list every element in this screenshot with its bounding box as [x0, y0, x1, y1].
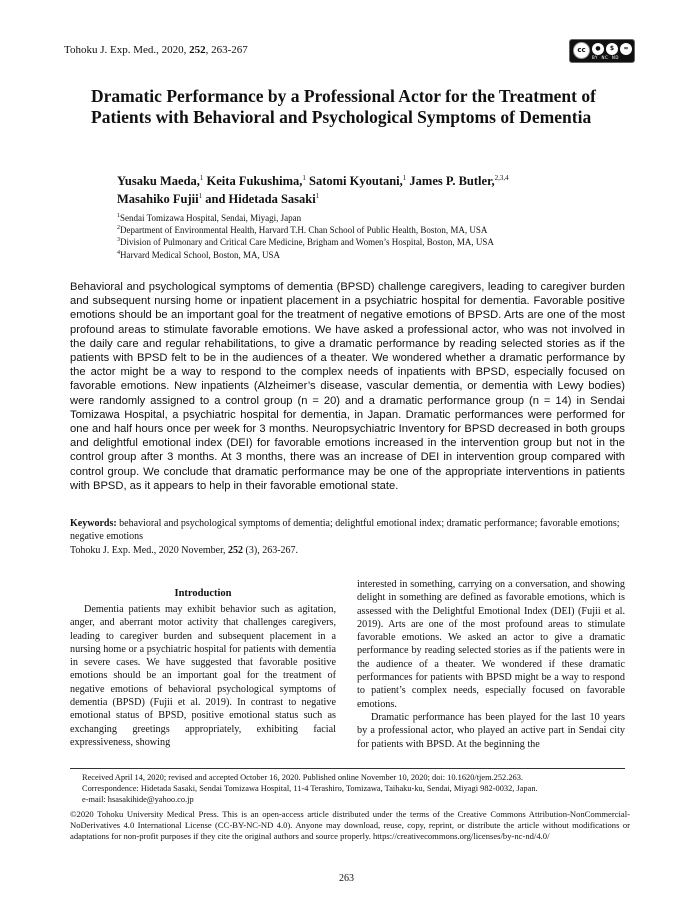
affiliation-item: $^3$Division of Pulmonary and Critical Care Medicine, Brigham and Women’s Hospital, Boston, MA, USA — [117, 237, 494, 248]
noderivatives-icon: = — [620, 43, 632, 55]
author-list: Yusaku Maeda,$^1$ Keita Fukushima,$^1$ Satomi Kyoutani,$^1$ James P. Butler,$^{2,3,4}$ Masahiko Fujii$^1$ and Hidetada Sasaki$^1$ — [117, 173, 509, 206]
keywords — [70, 517, 630, 543]
author-name: and Hidetada Sasaki — [205, 192, 316, 206]
abstract: Behavioral and psychological symptoms of dementia (BPSD) challenge caregivers, leading to caregiver burden and subsequent nursing home or inpatient placement in a psychiatric hospital for dementia. Favorable positive emotions should be an important goal for the treatment of negative emotions of BPSD. Arts are one of the most profound areas to stimulate favorable emotions. We have asked a professional actor, who was not involved in the daily care and regular rehabilitations, to give a dramatic performance by reading selected stories as if the patients with BPSD felt to be in the audiences of a theater. We wondered whether a dramatic performance by the actor might be a way to respond to the complex needs of inpatients with BPSD, especially focused on favorable emotions. New inpatients (Alzheimer’s disease, vascular dementia, or dementia with Lewy bodies) were randomly assigned to a control group (n = 20) and a dramatic performance group (n = 14) in Sendai Tomizawa Hospital, a psychiatric hospital for dementia, in Japan. Dramatic performances were performed for one and half hours once per week for 3 months. Neuropsychiatric Inventory for BPSD decreased in both groups and delightful emotional index (DEI) for favorable emotions increased in the intervention group but not in the control group after 3 months. At 3 months, there was an increase of DEI in intervention group compared with control group. We conclude that dramatic performance may be one of the appropriate interventions in patients with BPSD, as it appears to help in their favorable emotional state. — [70, 281, 625, 492]
cc-badge-labels: BY NC ND — [592, 55, 619, 60]
author-name: Masahiko Fujii — [117, 192, 199, 206]
affiliation-item: $^1$Sendai Tomizawa Hospital, Sendai, Miyagi, Japan — [117, 213, 302, 223]
author-name: Yusaku Maeda, — [117, 174, 200, 188]
cc-logo-icon: cc — [573, 42, 590, 59]
keywords-text: behavioral and psychological symptoms of dementia; delightful emotional index; dramatic performance; favorable emotions; negative emotions — [70, 518, 620, 542]
body-paragraph: interested in something, carrying on a conversation, and showing delight in something are defined as favorable emotions, which is assessed with the Delightful Emotional Index (DEI) (Fujii et al. 2019). Arts are one of the most profound areas to stimulate favorable emotions. We asked an actor to give a dramatic performance by reading selected stories as if the patients were in the audience of a theater. We wondered if these dramatic performances for patients with BPSD might be a way to respond to patient’s complex needs, especially focused on favorable emotions. — [357, 579, 625, 710]
journal-volume: 252 — [189, 44, 206, 56]
affiliation-item: $^2$Department of Environmental Health, Harvard T.H. Chan School of Public Health, Boston, MA, USA — [117, 225, 488, 236]
author-name: Keita Fukushima, — [206, 174, 303, 188]
author-name: Satomi Kyoutani, — [309, 174, 403, 188]
right-column — [357, 578, 625, 751]
footnotes — [82, 772, 627, 805]
noncommercial-icon: $ — [606, 43, 618, 55]
section-heading-introduction: Introduction — [174, 588, 232, 599]
keywords-label: Keywords: — [70, 518, 117, 529]
article-title: Dramatic Performance by a Professional Actor for the Treatment of Patients with Behavioral and Psychological Symptoms of Dementia — [91, 86, 596, 127]
affiliation-item: $^4$Harvard Medical School, Boston, MA, USA — [117, 249, 280, 260]
left-column — [70, 603, 336, 749]
journal-reference — [64, 44, 248, 56]
creative-commons-by-nc-nd-icon[interactable] — [569, 39, 635, 63]
received-dates: Received April 14, 2020; revised and accepted October 16, 2020. Published online November 10, 2020; doi: 10.1620/tjem.252.263. — [82, 773, 523, 782]
license-statement: ©2020 Tohoku University Medical Press. This is an open-access article distributed under the terms of the Creative Commons Attribution-NonCommercial-NoDerivatives 4.0 International License (CC-BY-NC-ND 4.0). Anyone may download, reuse, copy, reprint, or distribute the article without modifications or adaptations for non-profit purposes if they cite the original authors and source properly. https://creativecommons.org/licenses/by-nc-nd/4.0/ — [70, 809, 630, 841]
body-paragraph: Dramatic performance has been played for the last 10 years by a professional actor, who played an active part in Sendai city for patients with BPSD. At the beginning the — [357, 711, 625, 750]
author-name: James P. Butler, — [409, 174, 495, 188]
body-paragraph: Dementia patients may exhibit behavior such as agitation, anger, and aberrant motor activity that challenges caregivers, leading to caregiver burden and subsequent placement in a nursing home or a psychiatric hospital for patients with dementia in severe cases. We have suggested that favorable positive emotions should be an important goal for the treatment of negative emotions of behavioral psychological symptoms of dementia (BPSD) (Fujii et al. 2019). In contrast to negative emotional status of BPSD, positive emotional status such as exchanging greetings appropriately, exhibiting facial expressiveness, showing — [70, 604, 336, 748]
affiliations — [117, 212, 494, 261]
correspondence: Correspondence: Hidetada Sasaki, Sendai Tomizawa Hospital, 11-4 Terashiro, Tomizawa, Taihaku-ku, Sendai, Miyagi 982-0032, Japan. — [82, 784, 538, 793]
journal-ref-prefix: Tohoku J. Exp. Med., 2020, — [64, 44, 190, 56]
page-number: 263 — [339, 873, 354, 884]
email-address: e-mail: hsasakihide@yahoo.co.jp — [82, 795, 194, 804]
footnote-divider — [70, 768, 625, 769]
article-citation: Tohoku J. Exp. Med., 2020 November, 252 (3), 263-267. — [70, 545, 299, 556]
journal-ref-suffix: , 263-267 — [205, 44, 248, 56]
attribution-icon: ● — [592, 43, 604, 55]
